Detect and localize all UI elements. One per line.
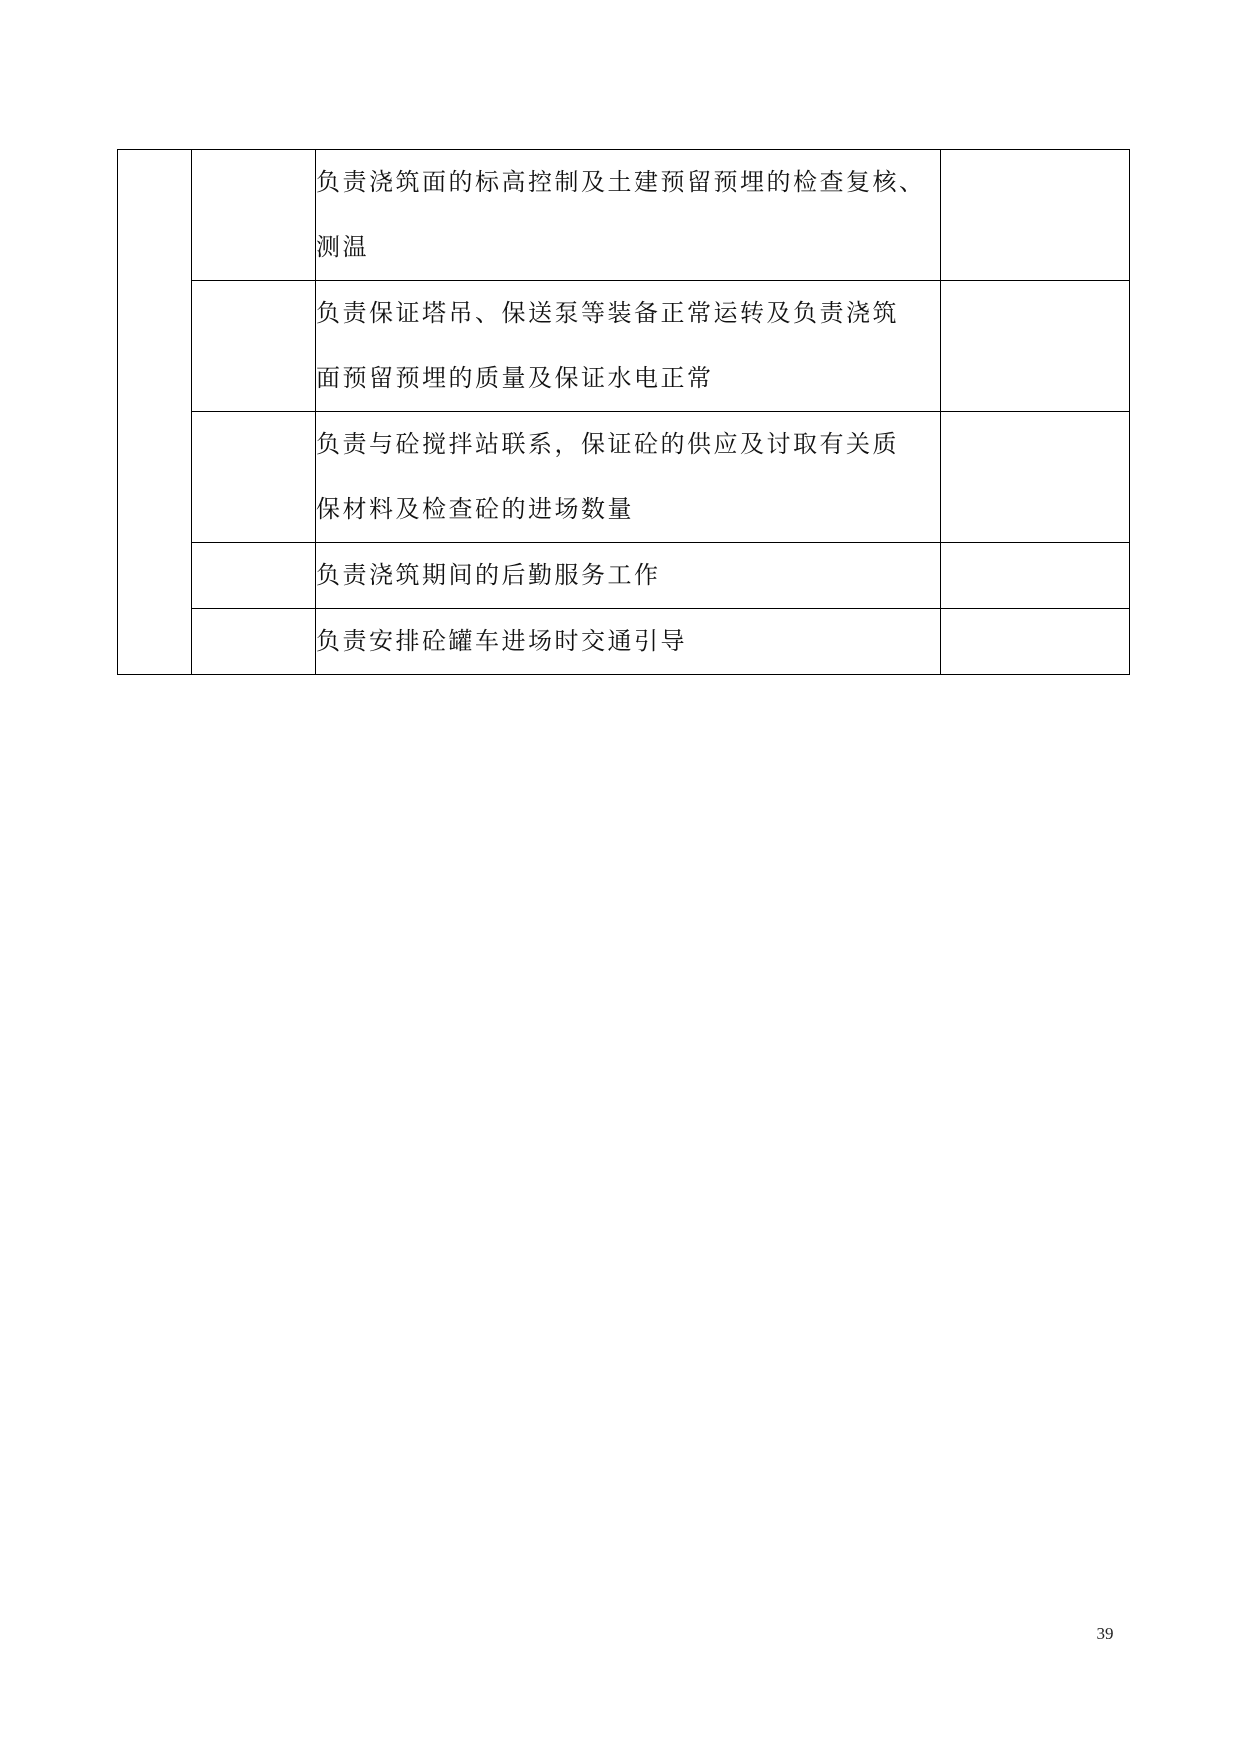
- duty-table: [117, 149, 1130, 675]
- table-row: [118, 150, 1130, 281]
- remark-cell: [941, 412, 1130, 543]
- role-cell: [192, 150, 316, 281]
- duty-cell: 负责安排砼罐车进场时交通引导: [316, 609, 941, 675]
- role-cell: [192, 281, 316, 412]
- page-number: 39: [1096, 1624, 1114, 1643]
- remark-cell: [941, 281, 1130, 412]
- duty-cell: 负责与砼搅拌站联系，保证砼的供应及讨取有关质 保材料及检查砼的进场数量: [316, 412, 941, 543]
- table-row: [118, 281, 1130, 412]
- role-cell: [192, 412, 316, 543]
- group-cell: [118, 150, 192, 675]
- remark-cell: [941, 609, 1130, 675]
- table-row: [118, 609, 1130, 675]
- role-cell: [192, 609, 316, 675]
- duty-cell: 负责保证塔吊、保送泵等装备正常运转及负责浇筑 面预留预埋的质量及保证水电正常: [316, 281, 941, 412]
- remark-cell: [941, 543, 1130, 609]
- duty-cell: 负责浇筑面的标高控制及土建预留预埋的检查复核、 测温: [316, 150, 941, 281]
- remark-cell: [941, 150, 1130, 281]
- table-row: [118, 412, 1130, 543]
- table-row: [118, 543, 1130, 609]
- duty-cell: 负责浇筑期间的后勤服务工作: [316, 543, 941, 609]
- role-cell: [192, 543, 316, 609]
